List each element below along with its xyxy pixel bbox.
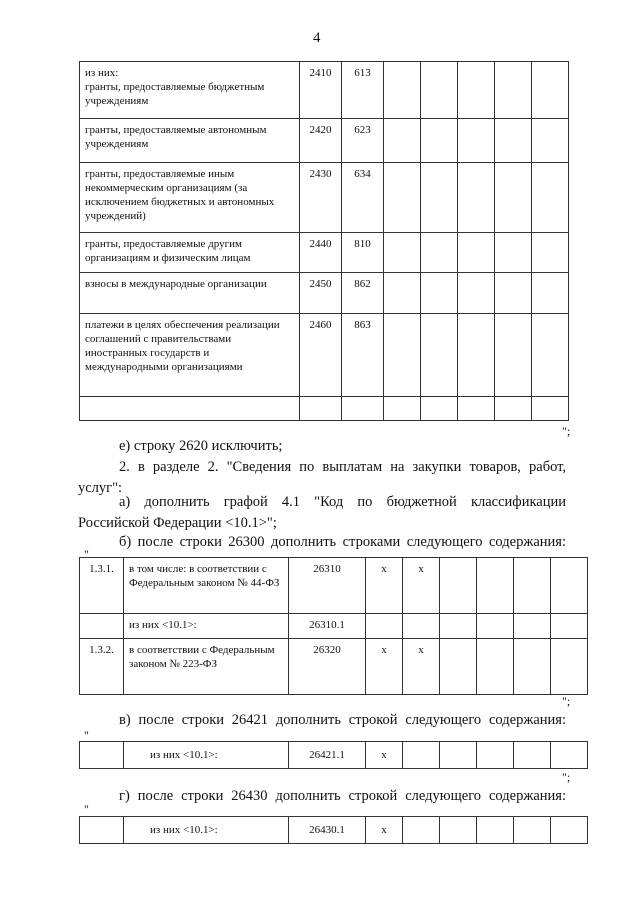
line-code: 26421.1 (289, 742, 366, 769)
x-mark (366, 614, 403, 639)
row-number: 1.3.1. (80, 558, 124, 614)
line-code: 2460 (300, 314, 342, 397)
close-quote: "; (562, 694, 571, 708)
row-label: из них <10.1>: (124, 817, 289, 844)
row-label: гранты, предоставляемые автономным учреждениям (80, 119, 300, 163)
budget-code: 863 (342, 314, 384, 397)
item-2-line1: 2. в разделе 2. "Сведения по выплатам на закупки товаров, работ, (119, 459, 566, 475)
table-row (80, 558, 588, 614)
line-code: 2430 (300, 163, 342, 233)
line-code: 2440 (300, 233, 342, 273)
row-label: в соответствии с Федеральным законом № 223-ФЗ (124, 639, 289, 695)
table-row (80, 314, 569, 397)
x-mark: х (366, 817, 403, 844)
table-row (80, 639, 588, 695)
row-label: из них <10.1>: (124, 742, 289, 769)
item-e: е) строку 2620 исключить; (119, 438, 283, 454)
row-26421-table (79, 741, 588, 769)
line-code: 26310 (289, 558, 366, 614)
open-quote: " (84, 547, 89, 561)
table-row (80, 742, 588, 769)
open-quote: " (84, 802, 89, 816)
line-code: 26320 (289, 639, 366, 695)
item-a-line2: Российской Федерации <10.1>"; (78, 515, 277, 531)
budget-code: 810 (342, 233, 384, 273)
close-quote: "; (562, 424, 571, 438)
row-number (80, 614, 124, 639)
line-code: 2450 (300, 273, 342, 314)
row-label: платежи в целях обеспечения реализации соглашений с правительствами иностранных государств и международными организациями (80, 314, 300, 397)
procurement-table (79, 557, 588, 695)
item-b: б) после строки 26300 дополнить строками следующего содержания: (119, 534, 566, 550)
item-a-line1: а) дополнить графой 4.1 "Код по бюджетной классификации (119, 494, 566, 510)
table-row (80, 62, 569, 119)
line-code: 2410 (300, 62, 342, 119)
x-mark: х (366, 558, 403, 614)
budget-code: 623 (342, 119, 384, 163)
line-code: 26430.1 (289, 817, 366, 844)
table-row (80, 233, 569, 273)
x-mark: х (403, 639, 440, 695)
table-row (80, 817, 588, 844)
budget-code: 634 (342, 163, 384, 233)
grants-table (79, 61, 569, 421)
row-label: гранты, предоставляемые иным некоммерческим организациям (за исключением бюджетных и автономных учреждений) (80, 163, 300, 233)
x-mark (403, 614, 440, 639)
x-mark: х (403, 558, 440, 614)
row-label: в том числе: в соответствии с Федеральным законом № 44-ФЗ (124, 558, 289, 614)
item-2-line2: услуг": (78, 480, 123, 496)
table-row (80, 273, 569, 314)
row-label: взносы в международные организации (80, 273, 300, 314)
row-label: гранты, предоставляемые другим организациям и физическим лицам (80, 233, 300, 273)
row-label: из них <10.1>: (124, 614, 289, 639)
table-row (80, 163, 569, 233)
budget-code: 613 (342, 62, 384, 119)
item-g: г) после строки 26430 дополнить строкой следующего содержания: (119, 788, 566, 804)
page-number: 4 (313, 30, 321, 46)
budget-code: 862 (342, 273, 384, 314)
row-number: 1.3.2. (80, 639, 124, 695)
item-v: в) после строки 26421 дополнить строкой следующего содержания: (119, 712, 566, 728)
line-code: 26310.1 (289, 614, 366, 639)
table-row (80, 397, 569, 421)
open-quote: " (84, 728, 89, 742)
row-label: из них: гранты, предоставляемые бюджетным учреждениям (80, 62, 300, 119)
close-quote: "; (562, 770, 571, 784)
x-mark: х (366, 639, 403, 695)
line-code: 2420 (300, 119, 342, 163)
table-row (80, 614, 588, 639)
table-row (80, 119, 569, 163)
x-mark: х (366, 742, 403, 769)
row-26430-table (79, 816, 588, 844)
